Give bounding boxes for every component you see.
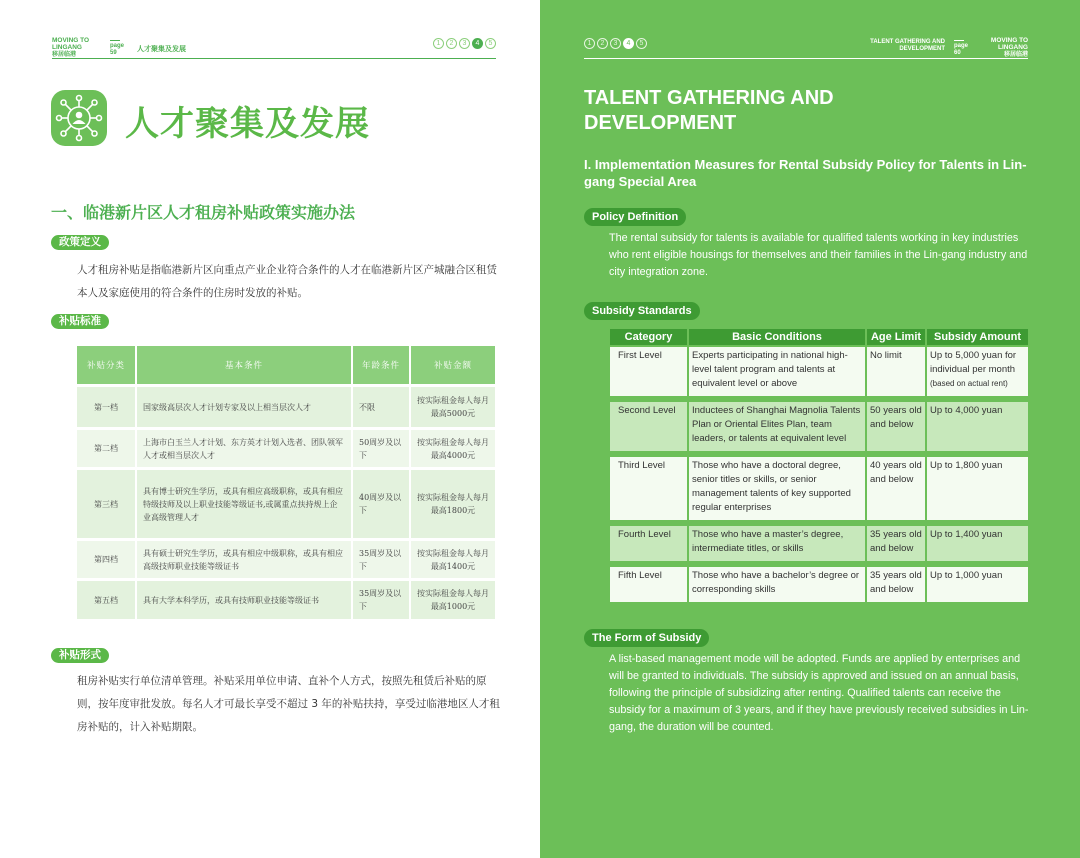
subsidy-table-cn (77, 343, 495, 622)
table-cell: 具有大学本科学历，或具有技师职业技能等级证书 (135, 581, 351, 619)
table-row (610, 523, 1028, 564)
table-cell: 具有硕士研究生学历，或具有相应中级职称，或具有相应高级技师职业技能等级证书 (135, 541, 351, 578)
table-row (77, 387, 495, 427)
section-dot-active: 4 (472, 38, 483, 49)
table-row (610, 564, 1028, 602)
pill-subsidy-form-en: The Form of Subsidy (584, 629, 709, 647)
pill-subsidy-standards-cn: 补贴标准 (51, 314, 109, 329)
table-cell: 不限 (351, 387, 409, 427)
page-number-left: page 59 (110, 40, 124, 57)
pill-policy-definition-en: Policy Definition (584, 208, 686, 226)
table-cell: 按实际租金每人每月最高1000元 (409, 581, 495, 619)
section-dot: 2 (446, 38, 457, 49)
table-cell: 35 years old and below (866, 564, 926, 602)
table-cell: 国家级高层次人才计划专家及以上相当层次人才 (135, 387, 351, 427)
subsidy-table-en (610, 329, 1028, 602)
table-header: 补贴金额 (409, 346, 495, 384)
table-header: 补贴分类 (77, 346, 135, 384)
table-cell: Up to 1,800 yuan (926, 454, 1028, 523)
brand-logo-left: MOVING TO LINGANG 移居临港 (52, 37, 90, 58)
section-title-en: I. Implementation Measures for Rental Subsidy Policy for Talents in Lin-gang Special Area (584, 157, 1027, 189)
table-cell: Third Level (610, 454, 688, 523)
subsidy-form-text-en: A list-based management mode will be adopted. Funds are applied by enterprises and will be granted to individuals. The subsidy is approved and issued on an annual basis, following the principle of subsidizing after renting. Qualified talents can receive the subsidy for a maximum of 3 years, and if they have previously received subsidies in Lin-gang, the duration will be counted. (609, 653, 1029, 733)
table-header: 基本条件 (135, 346, 351, 384)
page-title-cn: 人才聚集及发展 (125, 104, 370, 144)
section-dot: 5 (485, 38, 496, 49)
table-header: Age Limit (866, 329, 926, 346)
page-number-right: page 60 (954, 40, 968, 57)
header-section-right: TALENT GATHERING AND DEVELOPMENT (870, 39, 945, 52)
table-cell: 第二档 (77, 430, 135, 467)
table-cell: 第四档 (77, 541, 135, 578)
table-cell: Up to 4,000 yuan (926, 399, 1028, 454)
table-cell: 35 years old and below (866, 523, 926, 564)
section-dot: 3 (459, 38, 470, 49)
section-dot: 1 (584, 38, 595, 49)
table-cell: Up to 1,400 yuan (926, 523, 1028, 564)
table-cell: 具有博士研究生学历，或具有相应高级职称，或具有相应特级技师及以上职业技能等级证书,或属重点扶持规上企业高级管理人才 (135, 470, 351, 538)
section-dots-right (584, 38, 647, 49)
table-cell: Those who have a bachelor’s degree or corresponding skills (688, 564, 866, 602)
talent-network-icon (51, 90, 107, 146)
amount-note: (based on actual rent) (930, 379, 1008, 388)
table-cell: Up to 1,000 yuan (926, 564, 1028, 602)
section-dot: 1 (433, 38, 444, 49)
amount-text: Up to 5,000 yuan for individual per month (930, 350, 1017, 375)
header-section-left: 人才聚集及发展 (137, 45, 186, 53)
table-cell: 40 years old and below (866, 454, 926, 523)
table-row (77, 541, 495, 578)
table-header: Category (610, 329, 688, 346)
table-cell: 35周岁及以下 (351, 581, 409, 619)
table-header: Subsidy Amount (926, 329, 1028, 346)
table-row (610, 454, 1028, 523)
table-cell: Those who have a master’s degree, intermediate titles, or skills (688, 523, 866, 564)
table-cell: 50 years old and below (866, 399, 926, 454)
policy-definition-text-cn: 人才租房补贴是指临港新片区向重点产业企业符合条件的人才在临港新片区产城融合区租赁本人及家庭使用的符合条件的住房时发放的补贴。 (77, 264, 497, 299)
table-row (77, 470, 495, 538)
policy-definition-text-en: The rental subsidy for talents is available for qualified talents working in key industries who rent eligible housings for themselves and their families in the Lin-gang industry and city integration zone. (609, 232, 1028, 278)
section-dot: 3 (610, 38, 621, 49)
table-row (610, 346, 1028, 399)
table-cell: First Level (610, 346, 688, 399)
header-rule-right (584, 58, 1028, 59)
section-title-cn: 一、临港新片区人才租房补贴政策实施办法 (51, 203, 356, 222)
table-cell: Those who have a doctoral degree, senior titles or skills, or senior management talents of key supported regular enterprises (688, 454, 866, 523)
table-header: 年龄条件 (351, 346, 409, 384)
table-cell: Fifth Level (610, 564, 688, 602)
table-row (77, 430, 495, 467)
table-row (77, 581, 495, 619)
section-dot: 2 (597, 38, 608, 49)
pill-policy-definition-cn: 政策定义 (51, 235, 109, 250)
table-cell: Inductees of Shanghai Magnolia Talents Plan or Oriental Elites Plan, team leaders, or talents at equivalent level (688, 399, 866, 454)
table-header: Basic Conditions (688, 329, 866, 346)
table-cell: Experts participating in national high-level talent program and talents at equivalent level or above (688, 346, 866, 399)
pill-subsidy-standards-en: Subsidy Standards (584, 302, 700, 320)
table-cell: 35周岁及以下 (351, 541, 409, 578)
table-cell: No limit (866, 346, 926, 399)
table-cell: 按实际租金每人每月最高4000元 (409, 430, 495, 467)
header-rule-left (52, 58, 496, 59)
table-cell (926, 346, 1028, 399)
section-dot-active: 4 (623, 38, 634, 49)
table-cell: 按实际租金每人每月最高5000元 (409, 387, 495, 427)
subsidy-form-text-cn: 租房补贴实行单位清单管理。补贴采用单位申请、直补个人方式，按照先租赁后补贴的原则，按年度审批发放。每名人才可最长享受不超过 3 年的补贴扶持，享受过临港地区人才租房补贴的，计入补贴期限。 (77, 675, 500, 733)
table-cell: 50周岁及以下 (351, 430, 409, 467)
table-header-row (77, 346, 495, 384)
table-cell: Second Level (610, 399, 688, 454)
table-cell: 上海市白玉兰人才计划、东方英才计划入选者、团队领军人才或相当层次人才 (135, 430, 351, 467)
table-cell: 40周岁及以下 (351, 470, 409, 538)
table-cell: 第一档 (77, 387, 135, 427)
table-row (610, 399, 1028, 454)
table-cell: 第三档 (77, 470, 135, 538)
table-header-row (610, 329, 1028, 346)
table-cell: Fourth Level (610, 523, 688, 564)
section-dots-left (433, 38, 496, 49)
pill-subsidy-form-cn: 补贴形式 (51, 648, 109, 663)
table-cell: 按实际租金每人每月最高1400元 (409, 541, 495, 578)
table-cell: 第五档 (77, 581, 135, 619)
table-cell: 按实际租金每人每月最高1800元 (409, 470, 495, 538)
page-title-en: TALENT GATHERING AND DEVELOPMENT (584, 87, 834, 134)
brand-logo-right: MOVING TO LINGANG 移居临港 (990, 37, 1028, 58)
section-dot: 5 (636, 38, 647, 49)
